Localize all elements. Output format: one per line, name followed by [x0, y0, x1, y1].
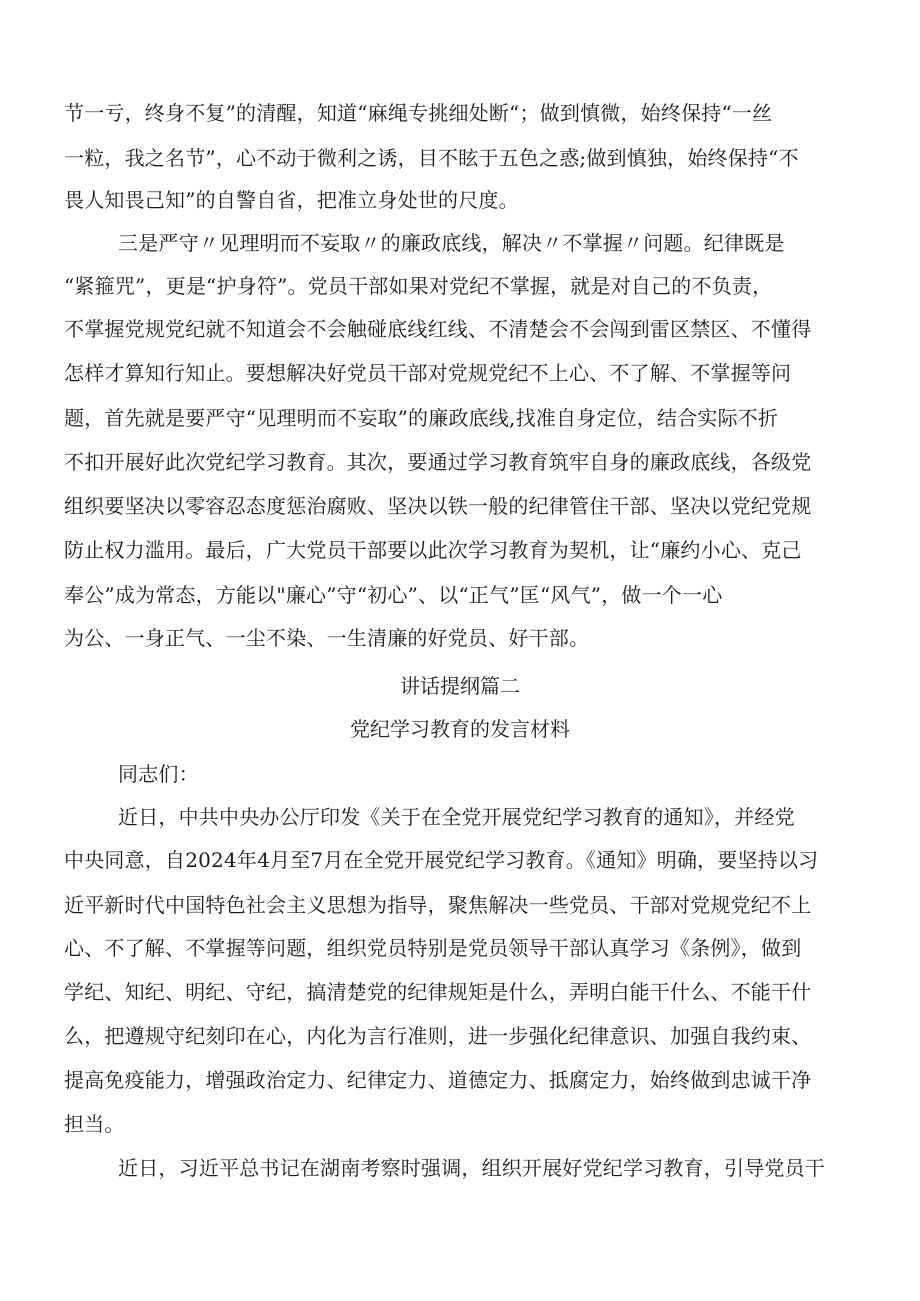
text-line: 题，首先就是要严守“见理明而不妄取”的廉政底线,找准自身定位，结合实际不折 — [64, 406, 779, 430]
text-line: 奉公”成为常态，方能以"廉心”守“初心”、以“正气”匡“风气”，做一个一心 — [64, 583, 723, 607]
text-line: 近平新时代中国特色社会主义思想为指导，聚焦解决一些党员、干部对党规党纪不上 — [64, 893, 812, 917]
text-line: “紧箍咒”，更是“护身符”。党员干部如果对党纪不掌握，就是对自己的不负责， — [64, 274, 773, 298]
text-line: 不扣开展好此次党纪学习教育。其次，要通过学习教育筑牢自身的廉政底线，各级党 — [64, 450, 812, 474]
text-line: 组织要坚决以零容忍态度惩治腐败、坚决以铁一般的纪律管住干部、坚决以党纪党规 — [64, 494, 812, 518]
text-line: 防止权力滥用。最后，广大党员干部要以此次学习教育为契机，让“廉约小心、克己 — [64, 538, 802, 562]
text-line: 三是严守〃见理明而不妄取〃的廉政底线，解决〃不掌握〃问题。纪律既是 — [118, 231, 785, 255]
text-line: 一粒，我之名节”，心不动于微利之诱，目不眩于五色之惑;做到慎独，始终保持“不 — [64, 146, 799, 170]
text-line: 节一亏，终身不复”的清醒，知道“麻绳专挑细处断“；做到慎微，始终保持“一丝 — [64, 101, 773, 125]
text-line: 心、不了解、不掌握等问题，组织党员特别是党员领导干部认真学习《条例》，做到 — [64, 936, 802, 960]
text-line: 为公、一身正气、一尘不染、一生清廉的好党员、好干部。 — [64, 626, 590, 650]
text-line: 近日，中共中央办公厅印发《关于在全党开展党纪学习教育的通知》，并经党 — [118, 805, 795, 829]
text-line: 不掌握党规党纪就不知道会不会触碰底线红线、不清楚会不会闯到雷区禁区、不懂得 — [64, 317, 812, 341]
text-line: 近日，习近平总书记在湖南考察时强调，组织开展好党纪学习教育，引导党员干 — [118, 1156, 825, 1180]
salutation: 同志们： — [118, 762, 199, 786]
text-line: 担当。 — [64, 1112, 125, 1136]
section-title: 讲话提纲篇二 — [400, 674, 520, 698]
text-line: 中央同意，自2024年4月至7月在全党开展党纪学习教育。《通知》明确，要坚持以习 — [64, 848, 819, 872]
text-line: 畏人知畏己知”的自警自省，把准立身处世的尺度。 — [64, 188, 519, 212]
text-line: 怎样才算知行知止。要想解决好党员干部对党规党纪不上心、不了解、不掌握等问 — [64, 361, 792, 385]
text-line: 么，把遵规守纪刻印在心，内化为言行准则，进一步强化纪律意识、加强自我约束、 — [64, 1024, 812, 1048]
text-line: 提高免疫能力，增强政治定力、纪律定力、道德定力、抵腐定力，始终做到忠诚干净 — [64, 1068, 812, 1092]
section-subtitle: 党纪学习教育的发言材料 — [350, 717, 570, 741]
text-line: 学纪、知纪、明纪、守纪，搞清楚党的纪律规矩是什么，弄明白能干什么、不能干什 — [64, 980, 812, 1004]
